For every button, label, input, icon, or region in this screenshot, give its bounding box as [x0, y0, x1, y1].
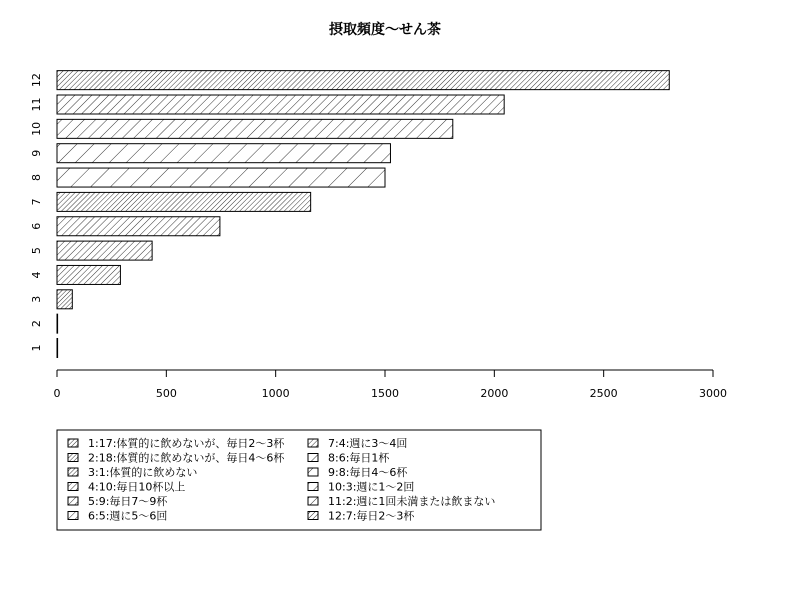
bar-10	[57, 119, 453, 138]
legend-label: 10:3:週に1〜2回	[328, 480, 415, 494]
legend-label: 3:1:体質的に飲めない	[88, 466, 198, 479]
bar-4	[57, 265, 120, 284]
bar-5	[57, 241, 152, 260]
legend-swatch	[68, 483, 78, 491]
legend-swatch	[68, 497, 78, 505]
y-tick-label: 9	[30, 149, 43, 157]
legend-swatch	[68, 468, 78, 476]
bar-8	[57, 168, 385, 187]
legend-swatch	[308, 512, 318, 520]
y-tick-label: 12	[30, 73, 43, 88]
bar-7	[57, 192, 311, 211]
legend-label: 7:4:週に3〜4回	[328, 437, 408, 450]
legend-label: 9:8:毎日4〜6杯	[328, 466, 408, 479]
y-tick-label: 8	[30, 174, 43, 182]
x-tick-label: 1500	[371, 387, 399, 400]
legend	[57, 430, 541, 530]
legend-swatch	[308, 468, 318, 476]
bar-2	[57, 314, 58, 333]
bar-12	[57, 71, 669, 90]
legend-label: 11:2:週に1回未満または飲まない	[328, 495, 496, 508]
y-axis-labels	[30, 73, 43, 351]
legend-label: 4:10:毎日10杯以上	[88, 480, 186, 494]
y-tick-label: 3	[30, 295, 43, 303]
y-tick-label: 4	[30, 271, 43, 279]
x-tick-label: 2500	[589, 387, 618, 400]
legend-label: 12:7:毎日2〜3杯	[328, 509, 415, 523]
x-tick-label: 3000	[699, 387, 727, 400]
legend-swatch	[68, 454, 78, 462]
bar-9	[57, 144, 390, 163]
legend-label: 1:17:体質的に飲めないが、毎日2〜3杯	[88, 437, 285, 450]
bars-layer	[57, 71, 669, 358]
y-tick-label: 5	[30, 247, 43, 255]
bar-3	[57, 290, 72, 309]
x-tick-label: 2000	[480, 387, 509, 400]
x-tick-label: 0	[53, 387, 61, 400]
legend-swatch	[308, 439, 318, 447]
legend-swatch	[308, 497, 318, 505]
chart-title: 摂取頻度〜せん茶	[329, 22, 441, 38]
legend-label: 8:6:毎日1杯	[328, 451, 390, 465]
x-tick-label: 1000	[261, 387, 290, 400]
legend-swatch	[308, 454, 318, 462]
legend-swatch	[68, 512, 78, 520]
y-tick-label: 10	[30, 121, 43, 136]
y-tick-label: 7	[30, 198, 43, 206]
legend-label: 2:18:体質的に飲めないが、毎日4〜6杯	[88, 451, 285, 465]
y-tick-label: 11	[30, 97, 43, 112]
bar-11	[57, 95, 504, 114]
x-axis	[54, 370, 728, 400]
x-tick-label: 500	[155, 387, 177, 400]
legend-swatch	[308, 483, 318, 491]
y-tick-label: 1	[30, 344, 43, 352]
bar-6	[57, 217, 220, 236]
legend-label: 5:9:毎日7〜9杯	[88, 495, 168, 508]
legend-label: 6:5:週に5〜6回	[88, 509, 168, 523]
bar-1	[57, 339, 58, 358]
y-tick-label: 6	[30, 222, 43, 230]
legend-swatch	[68, 439, 78, 447]
y-tick-label: 2	[30, 320, 43, 328]
